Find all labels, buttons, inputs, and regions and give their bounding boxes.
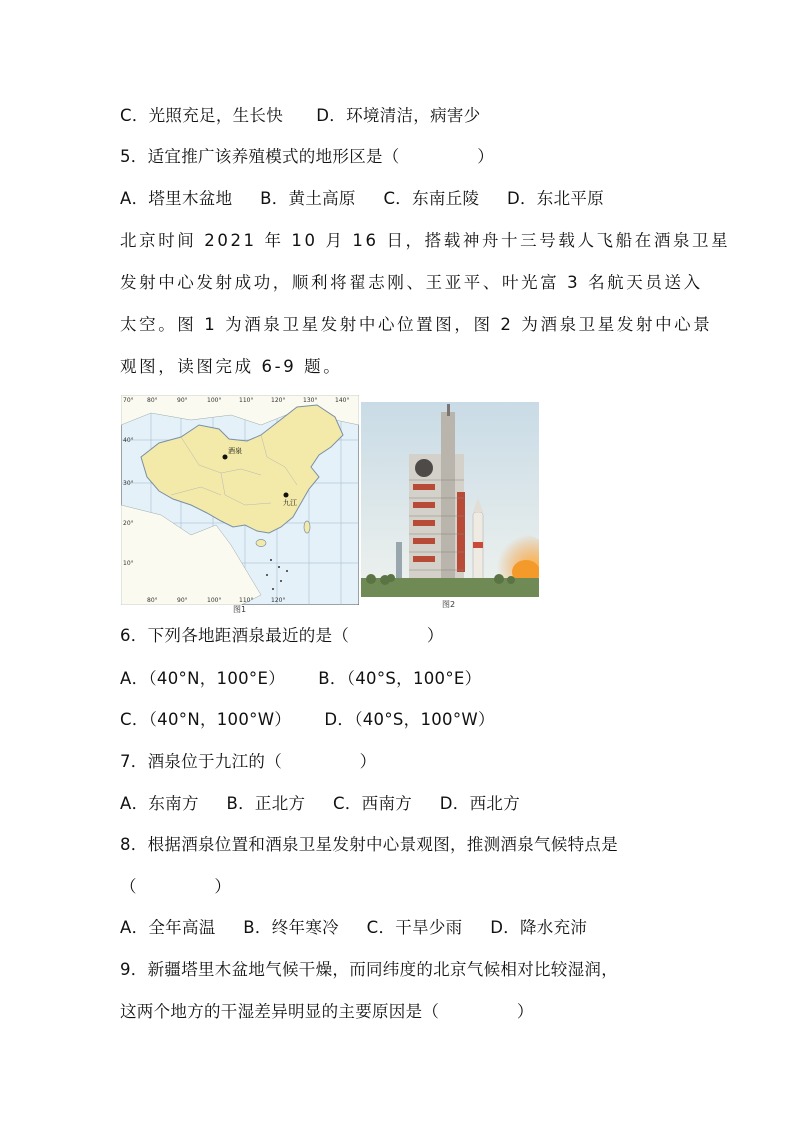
- label-jiujiang: 九江: [283, 499, 297, 507]
- lon-top-140: 140°: [335, 397, 350, 404]
- jiujiang-marker: [284, 493, 289, 498]
- lon-bottom-100: 100°: [207, 597, 222, 604]
- options-q8: A．全年高温 B．终年寒冷 C．干旱少雨 D．降水充沛: [120, 918, 588, 937]
- passage-line-2: 发射中心发射成功，顺利将翟志刚、王亚平、叶光富 3 名航天员送入: [120, 273, 703, 292]
- tower-antenna: [447, 404, 450, 416]
- lat-30: 30°: [123, 480, 134, 487]
- option-line-c-d-q4: C．光照充足，生长快 D．环境清洁，病害少: [120, 106, 481, 125]
- rocket-stripe: [473, 542, 483, 548]
- launch-photo-svg: [361, 402, 539, 597]
- map-hainan: [256, 540, 266, 547]
- lat-40: 40°: [123, 437, 134, 444]
- distant-tower: [396, 542, 402, 582]
- jiuquan-marker: [223, 455, 228, 460]
- lon-top-110: 110°: [239, 397, 254, 404]
- question-8: 8．根据酒泉位置和酒泉卫星发射中心景观图，推测酒泉气候特点是: [120, 835, 618, 854]
- options-q6-ab: A．（40°N，100°E） B．（40°S，100°E）: [120, 669, 482, 688]
- lon-top-80: 80°: [147, 397, 158, 404]
- tower-mast: [441, 412, 455, 587]
- label-jiuquan: 酒泉: [228, 447, 242, 455]
- lat-10: 10°: [123, 560, 134, 567]
- lon-bottom-90: 90°: [177, 597, 188, 604]
- question-5: 5．适宜推广该养殖模式的地形区是（ ）: [120, 147, 495, 166]
- figure-2-caption: 图2: [442, 600, 456, 609]
- question-6: 6．下列各地距酒泉最近的是（ ）: [120, 626, 444, 645]
- question-9-line-1: 9．新疆塔里木盆地气候干燥，而同纬度的北京气候相对比较湿润，: [120, 960, 618, 979]
- lon-top-120: 120°: [271, 397, 286, 404]
- options-q7: A．东南方 B．正北方 C．西南方 D．西北方: [120, 794, 521, 813]
- lon-top-70: 70°: [123, 397, 134, 404]
- lon-top-90: 90°: [177, 397, 188, 404]
- question-8-blank: （ ）: [120, 877, 232, 896]
- passage-line-1: 北京时间 2021 年 10 月 16 日，搭载神舟十三号载人飞船在酒泉卫星: [120, 231, 731, 250]
- lon-bottom-80: 80°: [147, 597, 158, 604]
- figure-1-map: [121, 395, 359, 605]
- lat-20: 20°: [123, 520, 134, 527]
- passage-line-4: 观图，读图完成 6-9 题。: [120, 357, 343, 376]
- lon-bottom-120: 120°: [271, 597, 286, 604]
- map-svg: [121, 395, 359, 605]
- lon-top-130: 130°: [303, 397, 318, 404]
- figure-2-photo: [361, 402, 539, 597]
- figure-1-caption: 图1: [233, 605, 247, 614]
- map-taiwan: [304, 521, 310, 533]
- question-7: 7．酒泉位于九江的（ ）: [120, 752, 377, 771]
- tower-emblem: [415, 459, 433, 477]
- lon-bottom-110: 110°: [239, 597, 254, 604]
- passage-line-3: 太空。图 1 为酒泉卫星发射中心位置图，图 2 为酒泉卫星发射中心景: [120, 315, 713, 334]
- lon-top-100: 100°: [207, 397, 222, 404]
- options-q6-cd: C．（40°N，100°W） D．（40°S，100°W）: [120, 710, 495, 729]
- question-9-line-2: 这两个地方的干湿差异明显的主要原因是（ ）: [120, 1002, 534, 1021]
- options-q5: A．塔里木盆地 B．黄土高原 C．东南丘陵 D．东北平原: [120, 189, 605, 208]
